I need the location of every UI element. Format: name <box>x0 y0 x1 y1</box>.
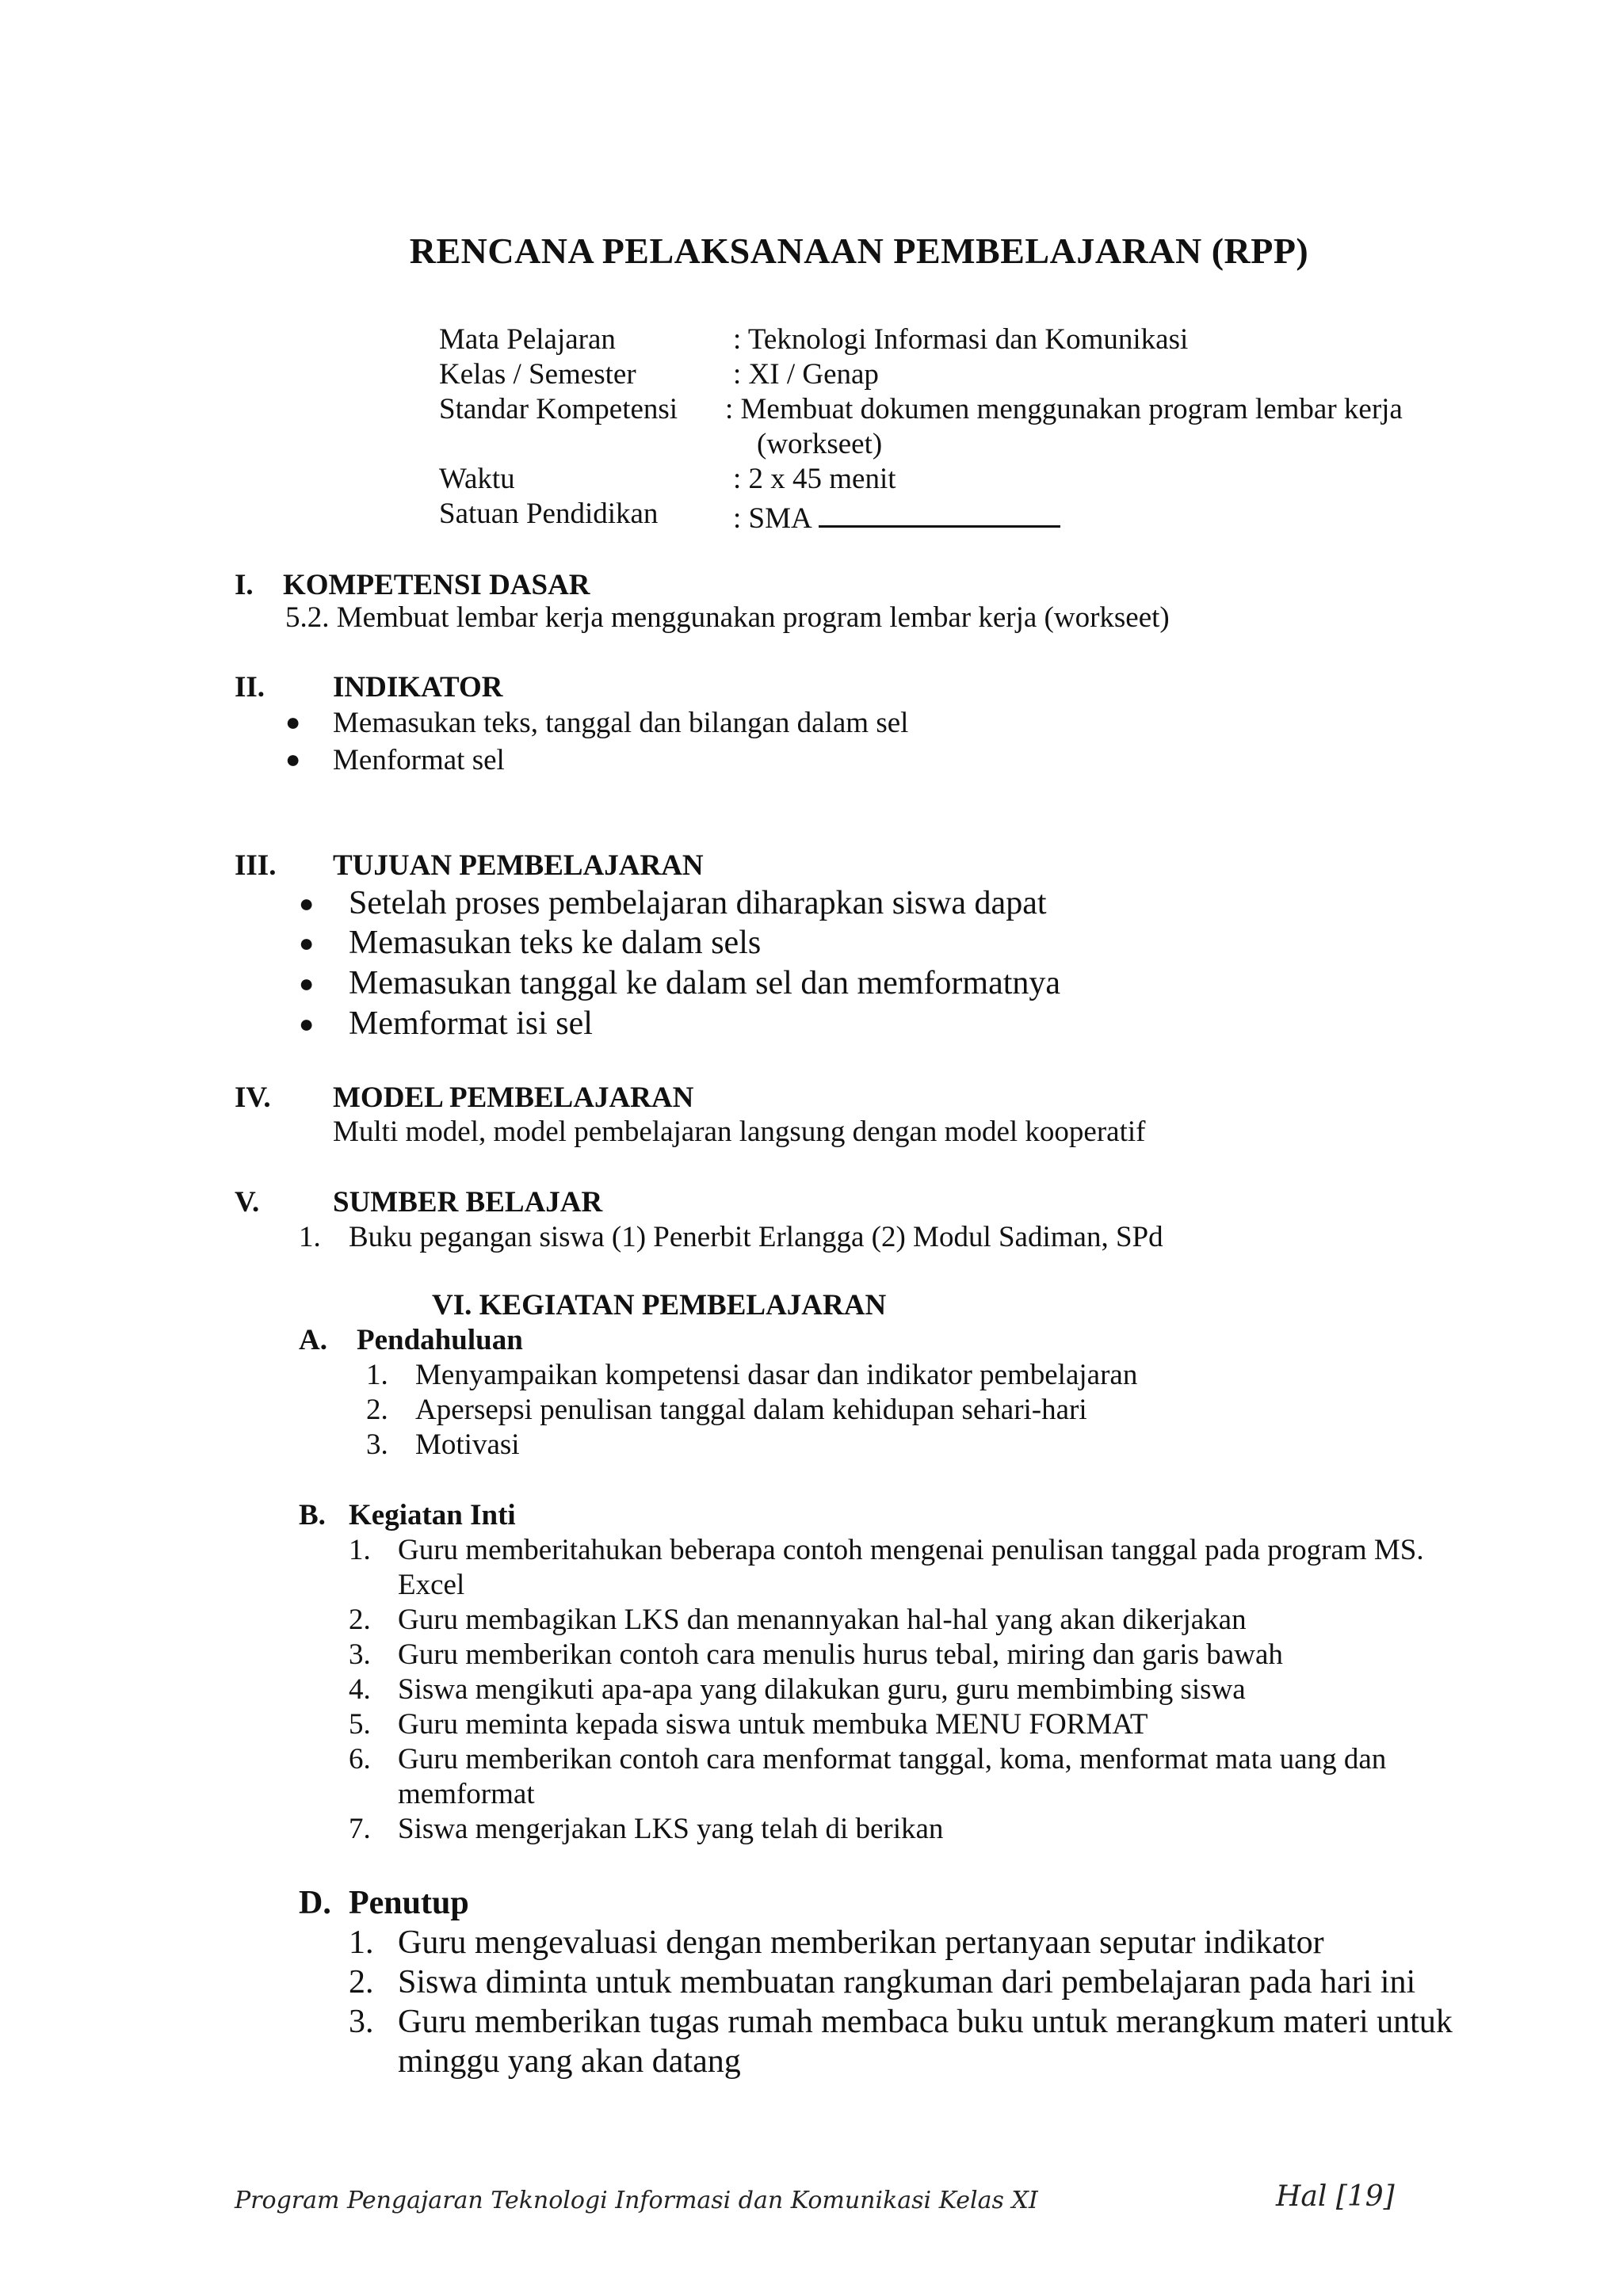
inti-item-cont: memformat <box>398 1778 535 1810</box>
list-number: 2. <box>349 1964 374 2000</box>
list-number: 5. <box>349 1708 371 1741</box>
subsection-a-letter: A. <box>299 1324 327 1356</box>
fill-in-blank <box>819 497 1060 528</box>
section-1-heading: KOMPETENSI DASAR <box>283 569 590 601</box>
meta-sk-value: : Membuat dokumen menggunakan program lembar kerja <box>725 393 1403 425</box>
section-1-text: 5.2. Membuat lembar kerja menggunakan program lembar kerja (workseet) <box>285 601 1170 634</box>
document-title: RENCANA PELAKSANAAN PEMBELAJARAN (RPP) <box>409 231 1309 271</box>
meta-waktu-label: Waktu <box>439 463 515 495</box>
pendahuluan-item: Menyampaikan kompetensi dasar dan indikator pembelajaran <box>415 1359 1138 1391</box>
list-number: 1. <box>349 1534 371 1566</box>
footer-page-number: Hal [19] <box>1276 2180 1395 2213</box>
list-number: 1. <box>349 1924 374 1961</box>
bullet-icon: ● <box>299 969 315 997</box>
tujuan-item: Memasukan tanggal ke dalam sel dan memformatnya <box>349 965 1061 1001</box>
bullet-icon: ● <box>299 1009 315 1038</box>
inti-item: Guru meminta kepada siswa untuk membuka MENU FORMAT <box>398 1708 1148 1741</box>
list-number: 1. <box>366 1359 388 1391</box>
indikator-item: Memasukan teks, tanggal dan bilangan dalam sel <box>333 707 909 739</box>
meta-satuan-label: Satuan Pendidikan <box>439 498 659 530</box>
inti-item: Guru membagikan LKS dan menannyakan hal-hal yang akan dikerjakan <box>398 1604 1247 1636</box>
inti-item: Siswa mengikuti apa-apa yang dilakukan guru, guru membimbing siswa <box>398 1673 1246 1706</box>
penutup-item: Guru memberikan tugas rumah membaca buku untuk merangkum materi untuk <box>398 2004 1453 2040</box>
meta-kelas-value: : XI / Genap <box>733 358 879 391</box>
tujuan-item: Memasukan teks ke dalam sels <box>349 925 762 961</box>
meta-kelas-label: Kelas / Semester <box>439 358 636 391</box>
tujuan-item: Setelah proses pembelajaran diharapkan siswa dapat <box>349 885 1047 921</box>
meta-sk-value-cont: (workseet) <box>757 428 883 460</box>
indikator-item: Menformat sel <box>333 744 505 776</box>
section-3-number: III. <box>235 849 277 882</box>
subsection-b-heading: Kegiatan Inti <box>349 1499 516 1531</box>
section-4-text: Multi model, model pembelajaran langsung dengan model kooperatif <box>333 1116 1146 1148</box>
meta-waktu-value: : 2 x 45 menit <box>733 463 896 495</box>
bullet-icon: ● <box>299 889 315 917</box>
section-2-number: II. <box>235 671 265 704</box>
list-number: 7. <box>349 1813 371 1845</box>
penutup-item: Siswa diminta untuk membuatan rangkuman dari pembelajaran pada hari ini <box>398 1964 1416 2000</box>
list-number: 2. <box>349 1604 371 1636</box>
inti-item-cont: Excel <box>398 1569 465 1601</box>
pendahuluan-item: Motivasi <box>415 1428 520 1461</box>
list-number: 3. <box>349 2004 374 2040</box>
bullet-icon: ● <box>299 929 315 957</box>
list-number: 3. <box>349 1638 371 1671</box>
bullet-icon: ● <box>285 707 301 736</box>
section-5-heading: SUMBER BELAJAR <box>333 1186 603 1219</box>
penutup-item: Guru mengevaluasi dengan memberikan pertanyaan seputar indikator <box>398 1924 1324 1961</box>
section-5-number: V. <box>235 1186 260 1219</box>
section-4-number: IV. <box>235 1081 271 1114</box>
inti-item: Guru memberikan contoh cara menulis hurus tebal, miring dan garis bawah <box>398 1638 1283 1671</box>
footer-program-title: Program Pengajaran Teknologi Informasi dan Komunikasi Kelas XI <box>235 2187 1038 2214</box>
list-number: 4. <box>349 1673 371 1706</box>
meta-satuan-value: : SMA <box>733 497 1060 536</box>
sumber-item: Buku pegangan siswa (1) Penerbit Erlangga (2) Modul Sadiman, SPd <box>349 1221 1163 1253</box>
subsection-b-letter: B. <box>299 1499 326 1531</box>
list-number: 6. <box>349 1743 371 1775</box>
meta-mapel-label: Mata Pelajaran <box>439 323 616 356</box>
meta-mapel-value: : Teknologi Informasi dan Komunikasi <box>733 323 1189 356</box>
section-3-heading: TUJUAN PEMBELAJARAN <box>333 849 704 882</box>
section-1-number: I. <box>235 569 254 601</box>
penutup-item-cont: minggu yang akan datang <box>398 2043 741 2080</box>
subsection-d-letter: D. <box>299 1885 331 1921</box>
inti-item: Guru memberitahukan beberapa contoh mengenai penulisan tanggal pada program MS. <box>398 1534 1424 1566</box>
subsection-d-heading: Penutup <box>349 1885 469 1921</box>
meta-sk-label: Standar Kompetensi <box>439 393 678 425</box>
list-number: 2. <box>366 1394 388 1426</box>
inti-item: Guru memberikan contoh cara menformat tanggal, koma, menformat mata uang dan <box>398 1743 1387 1775</box>
pendahuluan-item: Apersepsi penulisan tanggal dalam kehidupan sehari-hari <box>415 1394 1087 1426</box>
list-number: 3. <box>366 1428 388 1461</box>
section-4-heading: MODEL PEMBELAJARAN <box>333 1081 694 1114</box>
inti-item: Siswa mengerjakan LKS yang telah di berikan <box>398 1813 944 1845</box>
section-6-heading: VI. KEGIATAN PEMBELAJARAN <box>432 1289 887 1322</box>
sumber-item-number: 1. <box>299 1221 321 1253</box>
tujuan-item: Memformat isi sel <box>349 1005 593 1042</box>
subsection-a-heading: Pendahuluan <box>357 1324 523 1356</box>
section-2-heading: INDIKATOR <box>333 671 503 704</box>
bullet-icon: ● <box>285 745 301 773</box>
